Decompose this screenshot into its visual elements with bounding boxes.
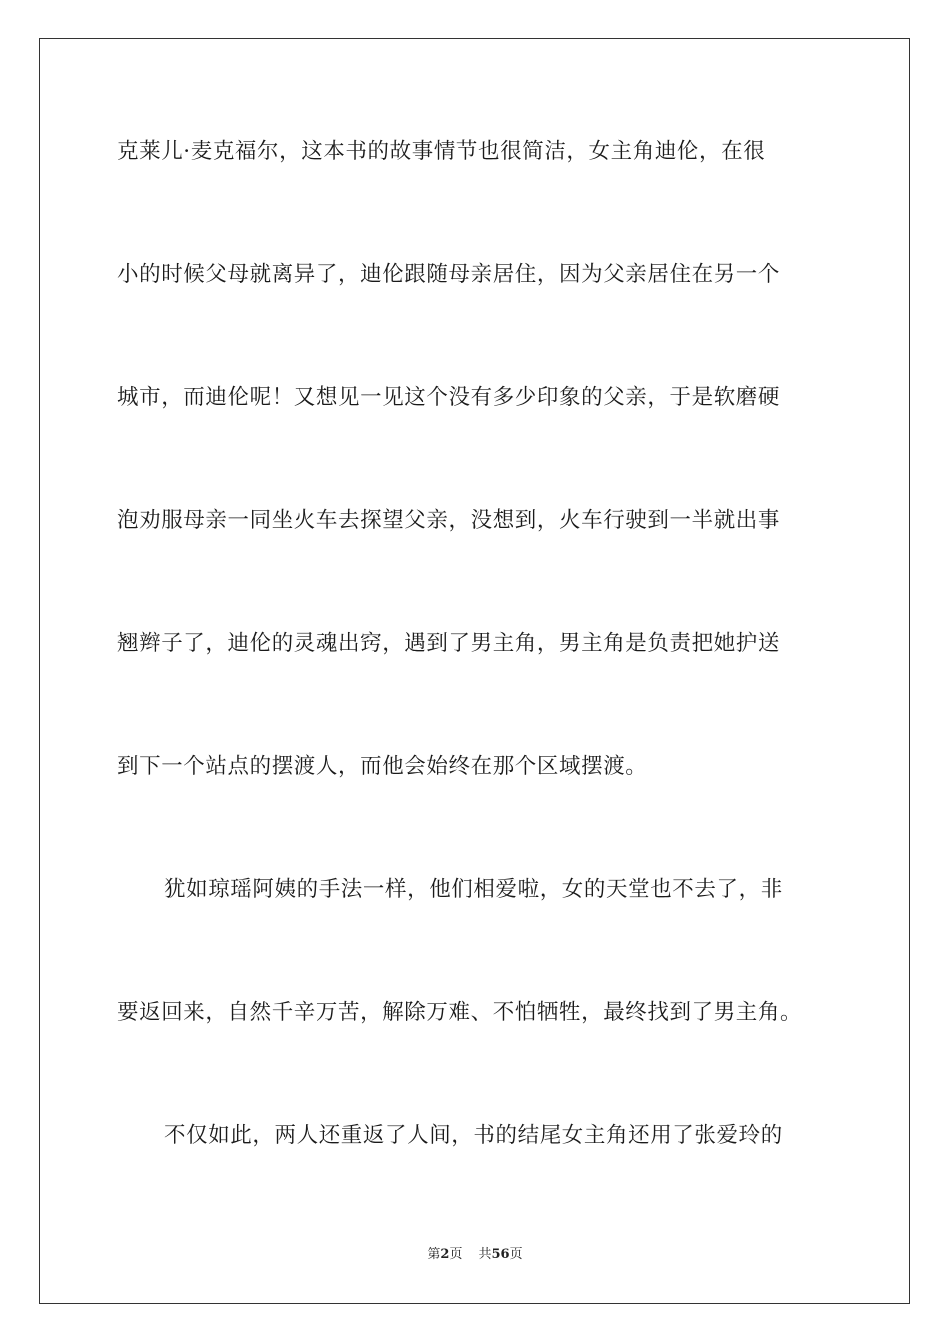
text-line-6: 到下一个站点的摆渡人，而他会始终在那个区域摆渡。 [117,754,648,779]
total-pages: 56 [491,1247,510,1262]
page-border [39,38,910,1304]
page-number: 2 [440,1247,450,1262]
text-line-9: 不仅如此，两人还重返了人间，书的结尾女主角还用了张爱玲的 [164,1123,783,1148]
page-footer [0,1246,950,1264]
page-suffix: 页 [449,1247,463,1262]
text-line-8: 要返回来，自然千辛万苦，解除万难、不怕牺牲，最终找到了男主角。 [117,1000,803,1025]
text-line-7: 犹如琼瑶阿姨的手法一样，他们相爱啦，女的天堂也不去了，非 [164,877,783,902]
total-suffix: 页 [509,1247,523,1262]
text-line-4: 泡劝服母亲一同坐火车去探望父亲，没想到，火车行驶到一半就出事 [117,508,781,533]
total-prefix: 共 [478,1247,492,1262]
text-line-5: 翘辫子了，迪伦的灵魂出窍，遇到了男主角，男主角是负责把她护送 [117,631,781,656]
text-line-1: 克莱儿·麦克福尔，这本书的故事情节也很简洁，女主角迪伦，在很 [117,139,766,164]
page-prefix: 第 [427,1247,441,1262]
text-line-3: 城市，而迪伦呢！又想见一见这个没有多少印象的父亲，于是软磨硬 [117,385,781,410]
text-line-2: 小的时候父母就离异了，迪伦跟随母亲居住，因为父亲居住在另一个 [117,262,781,287]
